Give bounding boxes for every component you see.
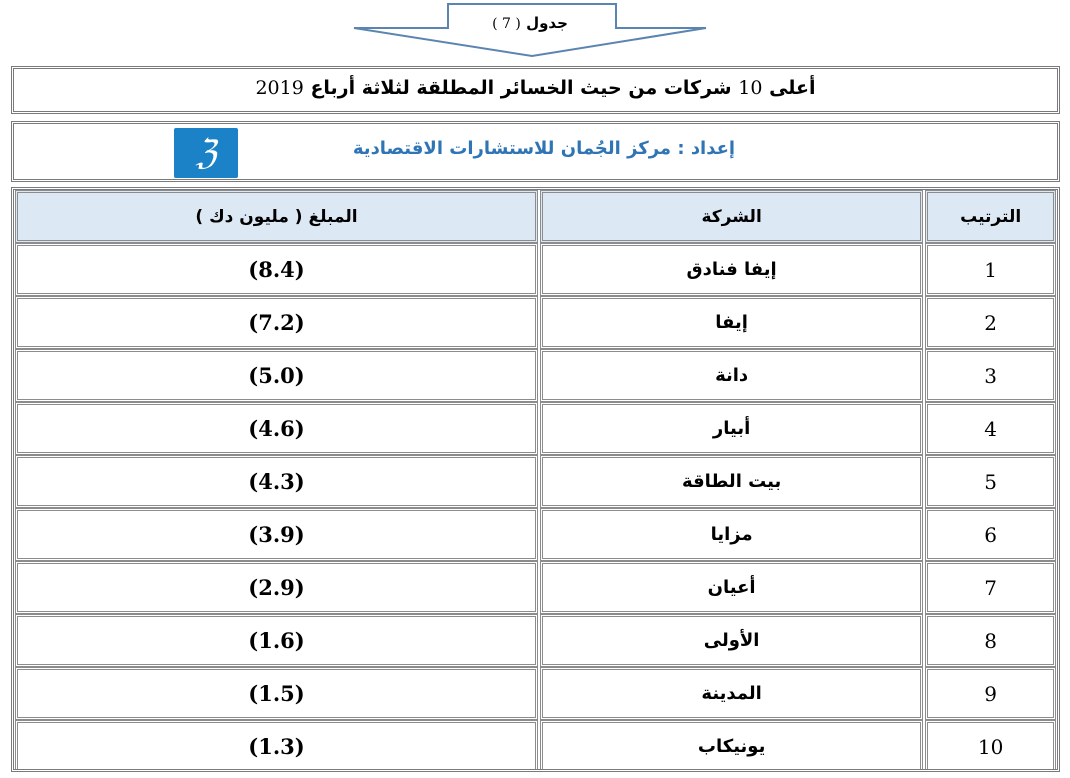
table-caption (350, 14, 710, 32)
amount-cell: (8.4) (15, 243, 538, 296)
prepared-by-box (11, 121, 1060, 182)
rank-cell: 7 (925, 561, 1056, 614)
company-cell: إيفا فنادق (540, 243, 923, 296)
table-caption-arrow (350, 2, 710, 58)
title-prefix: أعلى (769, 77, 816, 99)
title-year: 2019 (255, 77, 304, 99)
caption-number: ( 7 ) (492, 16, 521, 32)
amount-cell: (1.6) (15, 614, 538, 667)
caption-word: جدول (526, 14, 568, 32)
table-row (14, 243, 1057, 296)
company-cell: مزايا (540, 508, 923, 561)
rank-cell: 8 (925, 614, 1056, 667)
table-row (14, 720, 1057, 772)
rank-cell: 2 (925, 296, 1056, 349)
logo (174, 128, 238, 178)
amount-cell: (4.6) (15, 402, 538, 455)
title-box (11, 66, 1060, 114)
page-title (14, 77, 1057, 99)
title-count: 10 (738, 77, 763, 99)
table-row (14, 455, 1057, 508)
rank-cell: 4 (925, 402, 1056, 455)
table-row (14, 667, 1057, 720)
prepared-by (344, 138, 744, 159)
amount-cell: (5.0) (15, 349, 538, 402)
table-row (14, 508, 1057, 561)
amount-cell: (1.5) (15, 667, 538, 720)
amount-cell: (2.9) (15, 561, 538, 614)
table-row (14, 349, 1057, 402)
logo-icon: ℨ (195, 133, 217, 173)
company-cell: أعيان (540, 561, 923, 614)
company-cell: دانة (540, 349, 923, 402)
rank-cell: 3 (925, 349, 1056, 402)
amount-cell: (3.9) (15, 508, 538, 561)
amount-cell: (1.3) (15, 720, 538, 772)
table-header-row (14, 190, 1057, 243)
table-row (14, 561, 1057, 614)
header-amount: المبلغ ( مليون دك ) (15, 190, 538, 243)
company-cell: يونيكاب (540, 720, 923, 772)
prepared-org: مركز الجُمان للاستشارات الاقتصادية (352, 138, 672, 159)
rank-cell: 6 (925, 508, 1056, 561)
rank-cell: 10 (925, 720, 1056, 772)
title-middle: شركات من حيث الخسائر المطلقة لثلاثة أرباع (310, 77, 732, 99)
header-rank: الترتيب (925, 190, 1056, 243)
company-cell: أبيار (540, 402, 923, 455)
rank-cell: 5 (925, 455, 1056, 508)
table-row (14, 296, 1057, 349)
losses-table (11, 187, 1060, 772)
company-cell: الأولى (540, 614, 923, 667)
rank-cell: 9 (925, 667, 1056, 720)
header-company: الشركة (540, 190, 923, 243)
company-cell: بيت الطاقة (540, 455, 923, 508)
table-row (14, 402, 1057, 455)
company-cell: إيفا (540, 296, 923, 349)
rank-cell: 1 (925, 243, 1056, 296)
amount-cell: (7.2) (15, 296, 538, 349)
table-row (14, 614, 1057, 667)
amount-cell: (4.3) (15, 455, 538, 508)
prepared-label: إعداد : (677, 138, 736, 159)
company-cell: المدينة (540, 667, 923, 720)
